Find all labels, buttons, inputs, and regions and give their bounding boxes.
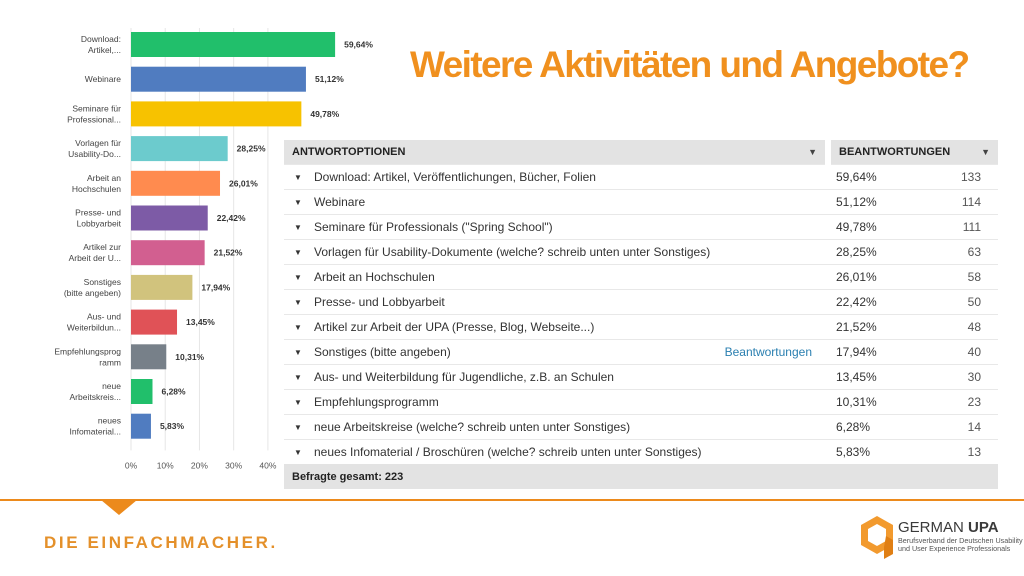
response-count: 30: [938, 365, 998, 390]
logo-subtitle-line-1: Berufsverband der Deutschen Usability: [898, 536, 1023, 545]
bar[interactable]: [131, 136, 228, 161]
row-expand-toggle-icon[interactable]: ▼: [294, 323, 302, 332]
row-expand-toggle-icon[interactable]: ▼: [294, 373, 302, 382]
category-label: Hochschulen: [71, 183, 121, 194]
response-count: 13: [938, 440, 998, 465]
response-count: 111: [938, 215, 998, 240]
footer-tagline: DIE EINFACHMACHER.: [44, 533, 278, 552]
response-percent: 17,94%: [828, 340, 938, 365]
response-count: 63: [938, 240, 998, 265]
answer-option-label: Empfehlungsprogramm: [314, 395, 439, 409]
table-row: [284, 190, 998, 215]
category-label: Professional...: [67, 114, 121, 125]
answer-option-cell: [284, 265, 828, 290]
category-label: Lobbyarbeit: [76, 218, 121, 229]
sort-caret-down-icon[interactable]: ▼: [981, 147, 990, 157]
column-header-responses[interactable]: [828, 140, 998, 165]
x-tick-label: 20%: [190, 460, 208, 471]
response-percent: 13,45%: [828, 365, 938, 390]
table-row: [284, 165, 998, 190]
data-label: 10,31%: [175, 351, 205, 362]
column-header-answer-options[interactable]: [284, 140, 828, 165]
sort-caret-down-icon[interactable]: ▼: [808, 147, 817, 157]
row-expand-toggle-icon[interactable]: ▼: [294, 398, 302, 407]
response-percent: 10,31%: [828, 390, 938, 415]
x-tick-label: 30%: [225, 460, 243, 471]
response-percent: 59,64%: [828, 165, 938, 190]
table-row: [284, 415, 998, 440]
response-count: 40: [938, 340, 998, 365]
bar[interactable]: [131, 240, 205, 265]
answer-option-cell: [284, 440, 828, 465]
table-row: [284, 290, 998, 315]
answer-option-cell: [284, 415, 828, 440]
table-row: [284, 365, 998, 390]
category-label: Aus- und: [86, 311, 121, 322]
response-percent: 5,83%: [828, 440, 938, 465]
response-percent: 6,28%: [828, 415, 938, 440]
table-row: [284, 440, 998, 465]
bar[interactable]: [131, 414, 151, 439]
survey-results-table: [284, 140, 998, 489]
response-percent: 28,25%: [828, 240, 938, 265]
answer-option-label: Artikel zur Arbeit der UPA (Presse, Blog, Webseite...): [314, 320, 595, 334]
category-label: Artikel zur: [83, 242, 121, 253]
x-tick-label: 40%: [259, 460, 277, 471]
table-body: [284, 165, 998, 465]
table-row: [284, 215, 998, 240]
category-label: Usability-Do...: [68, 149, 121, 160]
category-label: Seminare für: [72, 103, 121, 114]
responses-link[interactable]: Beantwortungen: [724, 345, 812, 359]
category-label: (bitte angeben): [63, 287, 121, 298]
answer-option-label: neue Arbeitskreise (welche? schreib unten unter Sonstiges): [314, 420, 631, 434]
logo-name: [898, 519, 999, 536]
bar[interactable]: [131, 101, 301, 126]
category-label: ramm: [99, 357, 121, 368]
answer-option-label: Vorlagen für Usability-Dokumente (welche? schreib unten unter Sonstiges): [314, 245, 711, 259]
response-count: 23: [938, 390, 998, 415]
data-label: 5,83%: [159, 421, 185, 432]
response-percent: 51,12%: [828, 190, 938, 215]
row-expand-toggle-icon[interactable]: ▼: [294, 273, 302, 282]
answer-option-label: Download: Artikel, Veröffentlichungen, Bücher, Folien: [314, 170, 596, 184]
response-count: 58: [938, 265, 998, 290]
logo-name-bold: UPA: [968, 519, 999, 536]
category-label: Arbeit an: [86, 172, 121, 183]
bar[interactable]: [131, 310, 177, 335]
category-label: neue: [102, 381, 121, 391]
data-label: 28,25%: [236, 143, 266, 154]
category-label: Download:: [80, 34, 121, 44]
answer-option-cell: [284, 315, 828, 340]
answer-option-label: Presse- und Lobbyarbeit: [314, 295, 445, 309]
table-row: [284, 390, 998, 415]
row-expand-toggle-icon[interactable]: ▼: [294, 448, 302, 457]
category-label: Vorlagen für: [75, 138, 121, 149]
category-label: Infomaterial...: [69, 426, 121, 437]
row-expand-toggle-icon[interactable]: ▼: [294, 223, 302, 232]
slide-title: Weitere Aktivitäten und Angebote?: [410, 44, 969, 85]
table-row: [284, 340, 998, 365]
answer-option-label: Webinare: [314, 195, 366, 209]
bar[interactable]: [131, 171, 220, 196]
data-label: 26,01%: [229, 178, 258, 189]
data-label: 22,42%: [216, 213, 246, 223]
response-count: 48: [938, 315, 998, 340]
bar[interactable]: [131, 344, 166, 369]
data-label: 17,94%: [201, 282, 231, 293]
category-label: Webinare: [84, 74, 121, 85]
row-expand-toggle-icon[interactable]: ▼: [294, 298, 302, 307]
answer-option-label: Arbeit an Hochschulen: [314, 270, 435, 284]
row-expand-toggle-icon[interactable]: ▼: [294, 198, 302, 207]
x-tick-label: 0%: [124, 460, 138, 471]
x-tick-label: 10%: [156, 460, 174, 471]
response-count: 14: [938, 415, 998, 440]
answer-option-cell: [284, 390, 828, 415]
logo-name-prefix: GERMAN: [898, 519, 964, 536]
answer-option-cell: [284, 240, 828, 265]
category-label: Arbeitskreis...: [69, 392, 121, 402]
answer-option-cell: [284, 215, 828, 240]
table-total-row: [284, 464, 998, 489]
category-label: neues: [97, 415, 121, 426]
answer-option-cell: [284, 290, 828, 315]
column-header-responses-label: BEANTWORTUNGEN: [839, 146, 951, 158]
response-percent: 22,42%: [828, 290, 938, 315]
data-label: 51,12%: [314, 74, 344, 85]
logo-subtitle-line-2: und User Experience Professionals: [898, 544, 1011, 553]
response-percent: 49,78%: [828, 215, 938, 240]
answer-option-cell: [284, 340, 828, 365]
bar[interactable]: [131, 67, 306, 92]
answer-option-label: neues Infomaterial / Broschüren (welche? schreib unten unter Sonstiges): [314, 445, 702, 459]
data-label: 13,45%: [186, 317, 215, 328]
category-label: Sonstiges: [83, 276, 121, 287]
response-count: 50: [938, 290, 998, 315]
table-row: [284, 315, 998, 340]
table-row: [284, 240, 998, 265]
row-expand-toggle-icon[interactable]: ▼: [294, 348, 302, 357]
row-expand-toggle-icon[interactable]: ▼: [294, 173, 302, 182]
bar[interactable]: [131, 206, 208, 231]
answer-option-cell: [284, 190, 828, 215]
logo-subtitle: [898, 537, 1023, 553]
total-respondents: Befragte gesamt: 223: [284, 464, 998, 489]
footer-divider: [0, 499, 1024, 501]
category-label: Arbeit der U...: [68, 253, 121, 264]
answer-option-label: Sonstiges (bitte angeben): [314, 345, 451, 359]
bar[interactable]: [131, 32, 335, 57]
data-label: 6,28%: [161, 386, 186, 397]
response-percent: 26,01%: [828, 265, 938, 290]
table-row: [284, 265, 998, 290]
response-count: 133: [938, 165, 998, 190]
data-label: 21,52%: [213, 247, 243, 258]
answer-option-label: Seminare für Professionals ("Spring School"): [314, 220, 553, 234]
category-label: Artikel,...: [87, 45, 121, 55]
row-expand-toggle-icon[interactable]: ▼: [294, 423, 302, 432]
data-label: 49,78%: [310, 108, 340, 119]
category-label: Presse- und: [75, 207, 121, 218]
row-expand-toggle-icon[interactable]: ▼: [294, 248, 302, 257]
category-label: Weiterbildun...: [66, 322, 121, 333]
table-header-row: [284, 140, 998, 165]
bar[interactable]: [131, 275, 192, 300]
response-count: 114: [938, 190, 998, 215]
german-upa-logo-icon: [858, 514, 896, 560]
answer-option-cell: [284, 165, 828, 190]
answer-option-label: Aus- und Weiterbildung für Jugendliche, z.B. an Schulen: [314, 370, 614, 384]
data-label: 59,64%: [344, 39, 373, 50]
response-percent: 21,52%: [828, 315, 938, 340]
category-label: Empfehlungsprog: [54, 346, 121, 357]
bar[interactable]: [131, 379, 152, 404]
answer-option-cell: [284, 365, 828, 390]
column-header-answer-options-label: ANTWORTOPTIONEN: [292, 146, 406, 158]
footer-divider-notch: [101, 500, 137, 515]
